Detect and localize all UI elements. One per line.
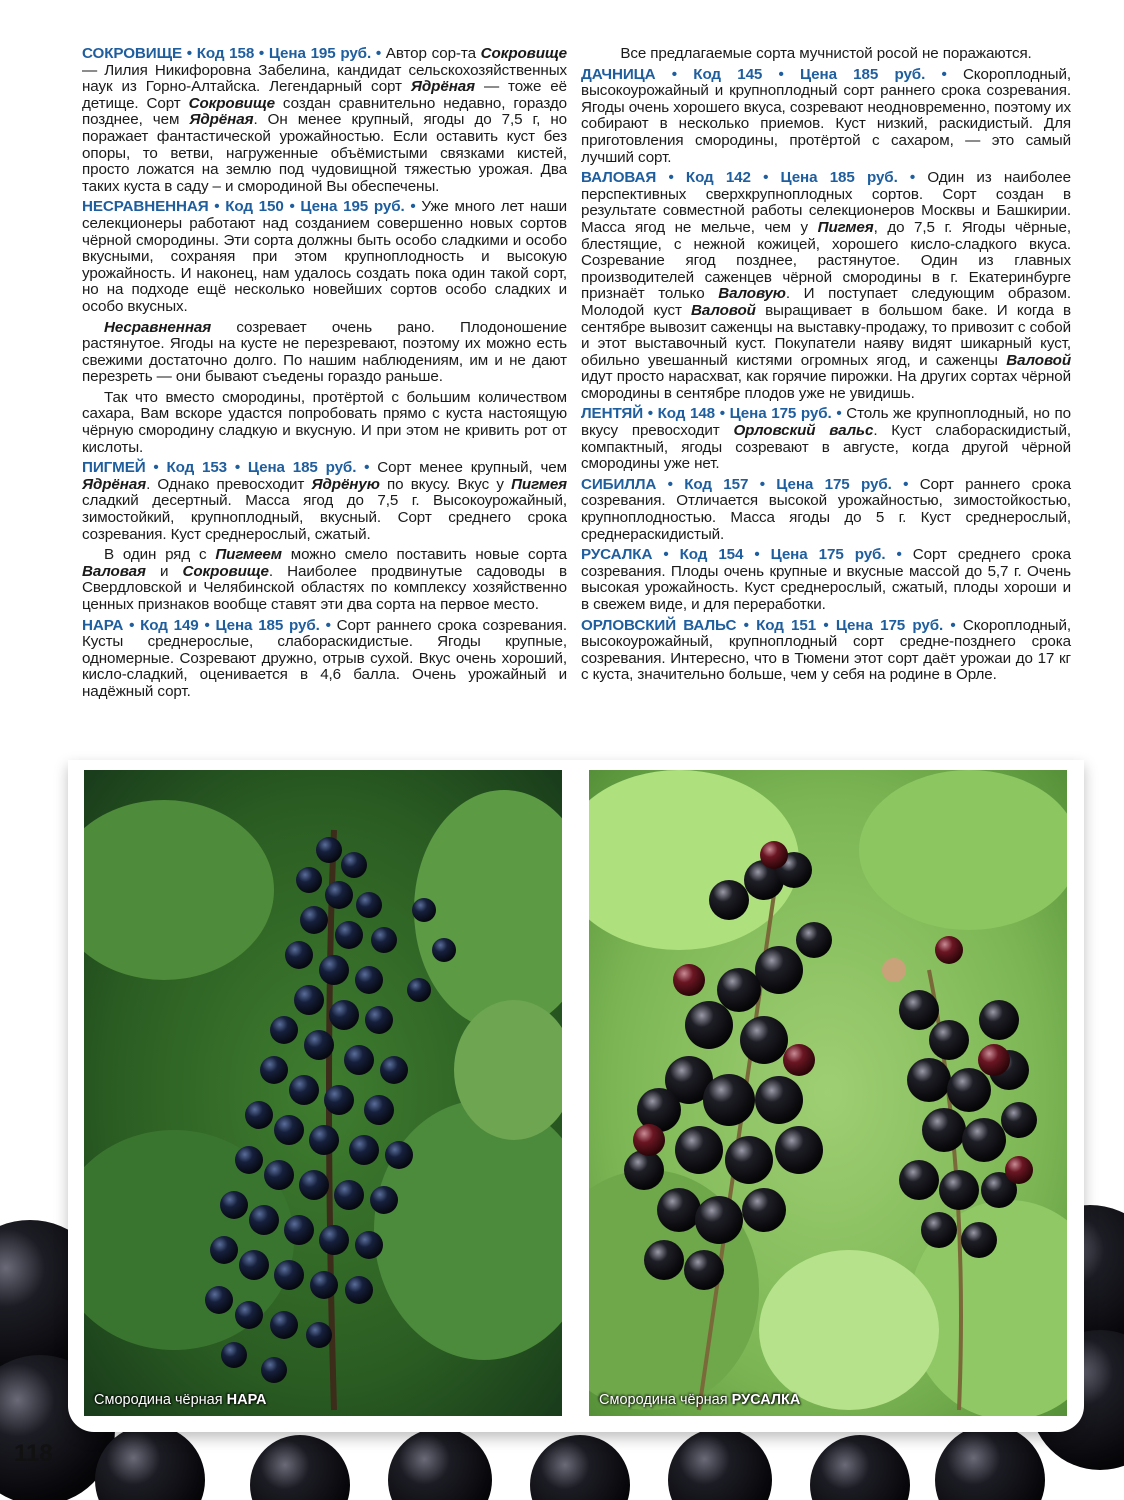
variety-name: Валовая (82, 562, 146, 580)
variety-nara (82, 618, 567, 701)
photo-rusalka (589, 770, 1067, 1416)
text: и (145, 562, 183, 580)
variety-name: Пигмеем (215, 546, 282, 564)
paragraph: Так что вместо смородины, протёртой с большим количеством сахара, Вам вскоре удастся попробовать прямо с куста настоящую чёрную смородину сладкую и вкусную. И при этом не кривить рот от кислоты. (82, 388, 567, 456)
variety-name: Сокровище (480, 45, 567, 62)
variety-lentyay (581, 406, 1071, 472)
variety-heading: ОРЛОВСКИЙ ВАЛЬС • Код 151 • Цена 175 руб. • (581, 616, 956, 634)
text: — Лилия Никифоровна Забелина, кандидат сельскохозяйственных наук из Горно-Алтайска. Легендарный сорт (82, 61, 567, 96)
text: . Наиболее продвинутые садоводы в Свердловской и Челябинской областях по комплексу хозяйственно ценных признаков вообще ставят эти два сорта на первое место. (82, 562, 567, 613)
variety-name: Валовой (1006, 351, 1071, 369)
text: Скороплодный, высокоурожайный и крупноплодный сорт раннего срока созревания. Ягоды очень хорошего вкуса, созревают неодновременно, поэтому их собирают в несколько приемов. Куст низкий, раскидистый. Для приготовления смородины, протёртой с сахаром, — это самый лучший сорт. (581, 65, 1072, 166)
variety-orlovsky-vals (581, 618, 1071, 684)
text: выращивает в большом баке. И когда в сентябре вывозит саженцы на выставку-продажу, то привозит с собой и этот выставочный куст. Покупатели наяву видят шикарный куст, обильно увешанный кистями огромных ягод, и саженцы (581, 301, 1071, 369)
variety-name: Пигмея (511, 475, 568, 493)
variety-name: Ядрёная (82, 475, 147, 493)
left-text-column (82, 46, 567, 705)
text: идут просто нарасхват, как горячие пирожки. На других сортах чёрной смородины в сентябре плодов уже не увидишь. (581, 368, 1071, 402)
photo-caption-rusalka (599, 1392, 800, 1408)
text: — тоже её детище. Сорт (82, 78, 567, 112)
text: . Он менее крупный, ягоды до 7,5 г, но поражает фантастической урожайностью. Если оставить куст без опоры, то ветви, нагруженные объёмистыми связками кистей, просто ложатся на землю под чудовищной тяжестью урожая. Два таких куста в саду – и смородиной Вы обеспечены. (82, 111, 567, 195)
variety-heading: ДАЧНИЦА • Код 145 • Цена 185 руб. • (581, 65, 947, 83)
variety-name: Несравненная (104, 318, 212, 336)
text: созревает очень рано. Плодоношение растянутое. Ягоды на кусте не перезревают, поэтому их можно есть свежими достаточно долго. По нашим наблюдениям, им и не дают перезреть — они бывают съедены гораздо раньше. (82, 318, 567, 386)
text: Автор сор-та (381, 45, 481, 62)
blackcurrant-branches-image (589, 770, 1067, 1416)
text: Сорт среднего срока созревания. Плоды очень крупные и вкусные массой до 5,7 г. Очень высокая урожайность. Куст среднерослый, сжатый, плоды хороши и в свежем виде, и для переработки. (581, 546, 1072, 613)
blackcurrant-cluster-image (84, 770, 562, 1416)
variety-heading: ВАЛОВАЯ • Код 142 • Цена 185 руб. • (581, 169, 916, 187)
caption-text: Смородина чёрная (94, 1392, 223, 1408)
caption-variety: РУСАЛКА (731, 1392, 801, 1408)
text: сладкий десертный. Масса ягод до 7,5 г. Высокоурожайный, зимостойкий, крупноплодный, вкусный. Сорт среднего срока созревания. Куст среднерослый, сжатый. (82, 492, 567, 543)
variety-name: Валовой (691, 301, 756, 319)
variety-heading: СОКРОВИЩЕ • Код 158 • Цена 195 руб. • (82, 45, 382, 62)
text: можно смело поставить новые сорта (281, 546, 567, 564)
text: по вкусу. Вкус у (379, 475, 512, 493)
text: . Однако превосходит (146, 475, 312, 493)
text: . И поступает следующим образом. Молодой куст (581, 285, 1071, 319)
page-number: 118 (14, 1440, 53, 1467)
variety-name: Сокровище (182, 562, 269, 580)
variety-name: Орловский вальс (733, 422, 874, 440)
photo-nara (84, 770, 562, 1416)
variety-name: Валовую (718, 285, 786, 303)
variety-name: Ядрёную (311, 475, 380, 493)
variety-name: Ядрёная (189, 111, 254, 129)
text: Сорт раннего срока созревания. Отличается высокой урожайностью, зимостойкостью, крупноплодностью. Масса ягоды до 5 г. Куст среднерослый, среднераскидистый. (581, 475, 1072, 543)
variety-heading: ЛЕНТЯЙ • Код 148 • Цена 175 руб. • (581, 405, 842, 423)
variety-rusalka (581, 547, 1071, 613)
variety-name: Ядрёная (410, 78, 475, 96)
text: , до 7,5 г. Ягоды чёрные, блестящие, с нежной кожицей, хорошего кисло-сладкого вкуса. Созревание ягод позднее, растянутое. Один из главных производителей саженцев чёрной смородины в г. Екатеринбурге признаёт только (581, 218, 1071, 303)
text: Сорт менее крупный, чем (369, 459, 567, 477)
paragraph (82, 320, 567, 386)
text: Сорт раннего срока созревания. Кусты среднерослые, слабораскидистые. Ягоды крупные, одномерные. Созревают дружно, отрыв сухой. Вкус очень хороший, кисло-сладкий, оценивается в 4,6 балла. Очень урожайный и надёжный сорт. (82, 616, 567, 700)
text: . Куст слабораскидистый, компактный, ягоды созревают в августе, когда другой чёрной смородины уже нет. (581, 422, 1071, 473)
variety-name: Пигмея (817, 218, 874, 236)
caption-text: Смородина чёрная (599, 1392, 728, 1408)
text: Уже много лет наши селекционеры работают над созданием совершенно новых сортов чёрной смородины. Эти сорта должны быть особо сладкими и особо вкусными, сохраняя при этом крупноплодность и высокую урожайность. И наконец, нам удалось создать пока один такой сорт, но на подходе ещё несколько новейших сортов особо сладких и особо вкусных. (82, 198, 567, 315)
right-text-column (581, 46, 1071, 688)
variety-sibilla (581, 477, 1071, 543)
variety-heading: СИБИЛЛА • Код 157 • Цена 175 руб. • (581, 475, 909, 493)
variety-pigmey (82, 460, 567, 543)
variety-sokrovische (82, 46, 567, 195)
variety-heading: НЕСРАВНЕННАЯ • Код 150 • Цена 195 руб. • (82, 198, 416, 216)
paragraph (82, 547, 567, 613)
variety-heading: РУСАЛКА • Код 154 • Цена 175 руб. • (581, 546, 902, 564)
variety-heading: НАРА • Код 149 • Цена 185 руб. • (82, 616, 331, 634)
photo-panel (68, 760, 1084, 1432)
variety-nesravnennaya (82, 199, 567, 315)
intro-note: Все предлагаемые сорта мучнистой росой не поражаются. (620, 45, 1032, 62)
variety-heading: ПИГМЕЙ • Код 153 • Цена 185 руб. • (82, 459, 370, 477)
text: Скороплодный, высокоурожайный, крупноплодный сорт средне-позднего срока созревания. Интересно, что в Тюмени этот сорт даёт урожаи до 17 кг с куста, значительно больше, чем у себя на родине в Орле. (581, 616, 1071, 684)
text: создан сравнительно недавно, гораздо позднее, чем (82, 94, 567, 129)
variety-dachnitsa (581, 67, 1071, 167)
variety-valovaya (581, 170, 1071, 402)
text: В один ряд с (104, 546, 216, 564)
text: Один из наиболее перспективных сверхкрупноплодных сортов. Сорт создан в результате совместной работы селекционеров Москвы и Башкирии. Масса ягод не мельче, чем у (581, 169, 1071, 236)
photo-caption-nara (94, 1392, 266, 1408)
caption-variety: НАРА (226, 1392, 267, 1408)
text: Столь же крупноплодный, но по вкусу превосходит (581, 405, 1071, 440)
variety-name: Сокровище (188, 94, 275, 112)
